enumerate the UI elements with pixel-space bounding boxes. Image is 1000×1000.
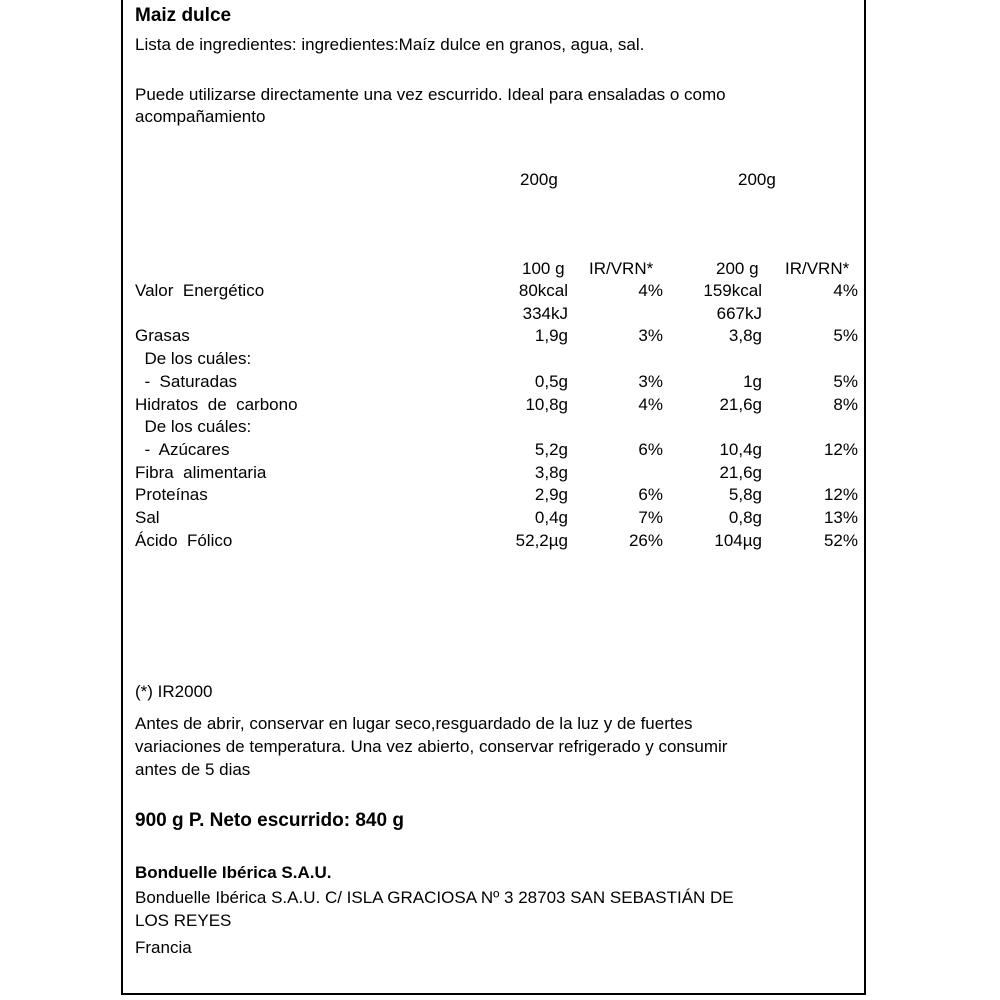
storage-line1: Antes de abrir, conservar en lugar seco,resguardado de la luz y de fuertes xyxy=(135,714,693,733)
header-ir-100g: IR/VRN* xyxy=(589,259,654,278)
ir-100g: 3% xyxy=(638,371,663,391)
nutrient-label: Hidratos de carbono xyxy=(135,394,298,414)
value-200g: 159kcal xyxy=(703,281,762,300)
value-100g: 5,2g xyxy=(534,439,568,459)
value-200g: 1g xyxy=(743,371,762,391)
company-address-line1: Bonduelle Ibérica S.A.U. C/ ISLA GRACIOSA Nº 3 28703 SAN SEBASTIÁN DE xyxy=(135,888,734,907)
ir-100g: 4% xyxy=(638,394,663,414)
portion-b: 200g xyxy=(738,170,776,189)
value-200g: 21,6g xyxy=(719,462,762,482)
header-100g: 100 g xyxy=(522,259,565,278)
nutrient-label: Grasas xyxy=(135,326,190,346)
nutrient-label: Proteínas xyxy=(135,485,208,505)
nutrient-label: - Azúcares xyxy=(135,439,230,459)
value-200g: 21,6g xyxy=(719,394,762,414)
footnote: (*) IR2000 xyxy=(135,682,213,701)
product-title: Maiz dulce xyxy=(135,5,232,26)
value-200g: 3,8g xyxy=(728,326,762,346)
nutrient-label: - Saturadas xyxy=(135,371,238,391)
ir-100g: 6% xyxy=(638,485,663,505)
header-200g: 200 g xyxy=(716,259,759,278)
ir-100g: 4% xyxy=(638,281,663,300)
nutrient-label: Fibra alimentaria xyxy=(135,462,267,482)
ir-200g: 12% xyxy=(823,485,858,505)
value-200g: 5,8g xyxy=(728,485,762,505)
value-200g: 667kJ xyxy=(716,303,762,323)
net-weight: 900 g P. Neto escurrido: 840 g xyxy=(135,810,404,831)
ir-200g: 13% xyxy=(823,508,858,527)
value-100g: 3,8g xyxy=(534,462,568,482)
ir-200g: 5% xyxy=(833,326,858,346)
portion-a: 200g xyxy=(520,170,558,189)
value-200g: 104µg xyxy=(714,530,762,550)
ir-200g: 5% xyxy=(833,371,858,391)
value-100g: 80kcal xyxy=(518,281,568,300)
ir-200g: 8% xyxy=(833,394,858,414)
storage-line2: variaciones de temperatura. Una vez abierto, conservar refrigerado y consumir xyxy=(135,737,728,756)
value-100g: 334kJ xyxy=(522,303,568,323)
storage-line3: antes de 5 dias xyxy=(135,760,251,779)
nutrient-label: Ácido Fólico xyxy=(135,530,233,550)
nutrient-label: Valor Energético xyxy=(135,281,265,300)
nutrient-label: De los cuáles: xyxy=(135,349,252,369)
country: Francia xyxy=(135,938,192,957)
company-address-line2: LOS REYES xyxy=(135,911,232,930)
ir-100g: 3% xyxy=(638,326,663,346)
ir-200g: 52% xyxy=(823,530,858,550)
value-200g: 0,8g xyxy=(728,508,762,527)
usage-text-line1: Puede utilizarse directamente una vez escurrido. Ideal para ensaladas o como xyxy=(135,85,726,104)
nutrient-label: Sal xyxy=(135,508,160,527)
value-100g: 1,9g xyxy=(534,326,568,346)
company-name: Bonduelle Ibérica S.A.U. xyxy=(135,863,332,882)
ir-100g: 7% xyxy=(638,508,663,527)
value-100g: 10,8g xyxy=(525,394,568,414)
value-200g: 10,4g xyxy=(719,439,762,459)
ir-100g: 6% xyxy=(638,439,663,459)
ingredients-text: Lista de ingredientes: ingredientes:Maíz dulce en granos, agua, sal. xyxy=(135,35,645,54)
value-100g: 0,5g xyxy=(534,371,568,391)
ir-200g: 12% xyxy=(823,439,858,459)
ir-200g: 4% xyxy=(833,281,858,300)
usage-text-line2: acompañamiento xyxy=(135,107,266,126)
value-100g: 52,2µg xyxy=(515,530,568,550)
nutrient-label: De los cuáles: xyxy=(135,417,252,437)
value-100g: 2,9g xyxy=(534,485,568,505)
ir-100g: 26% xyxy=(628,530,663,550)
value-100g: 0,4g xyxy=(534,508,568,527)
header-ir-200g: IR/VRN* xyxy=(785,259,850,278)
